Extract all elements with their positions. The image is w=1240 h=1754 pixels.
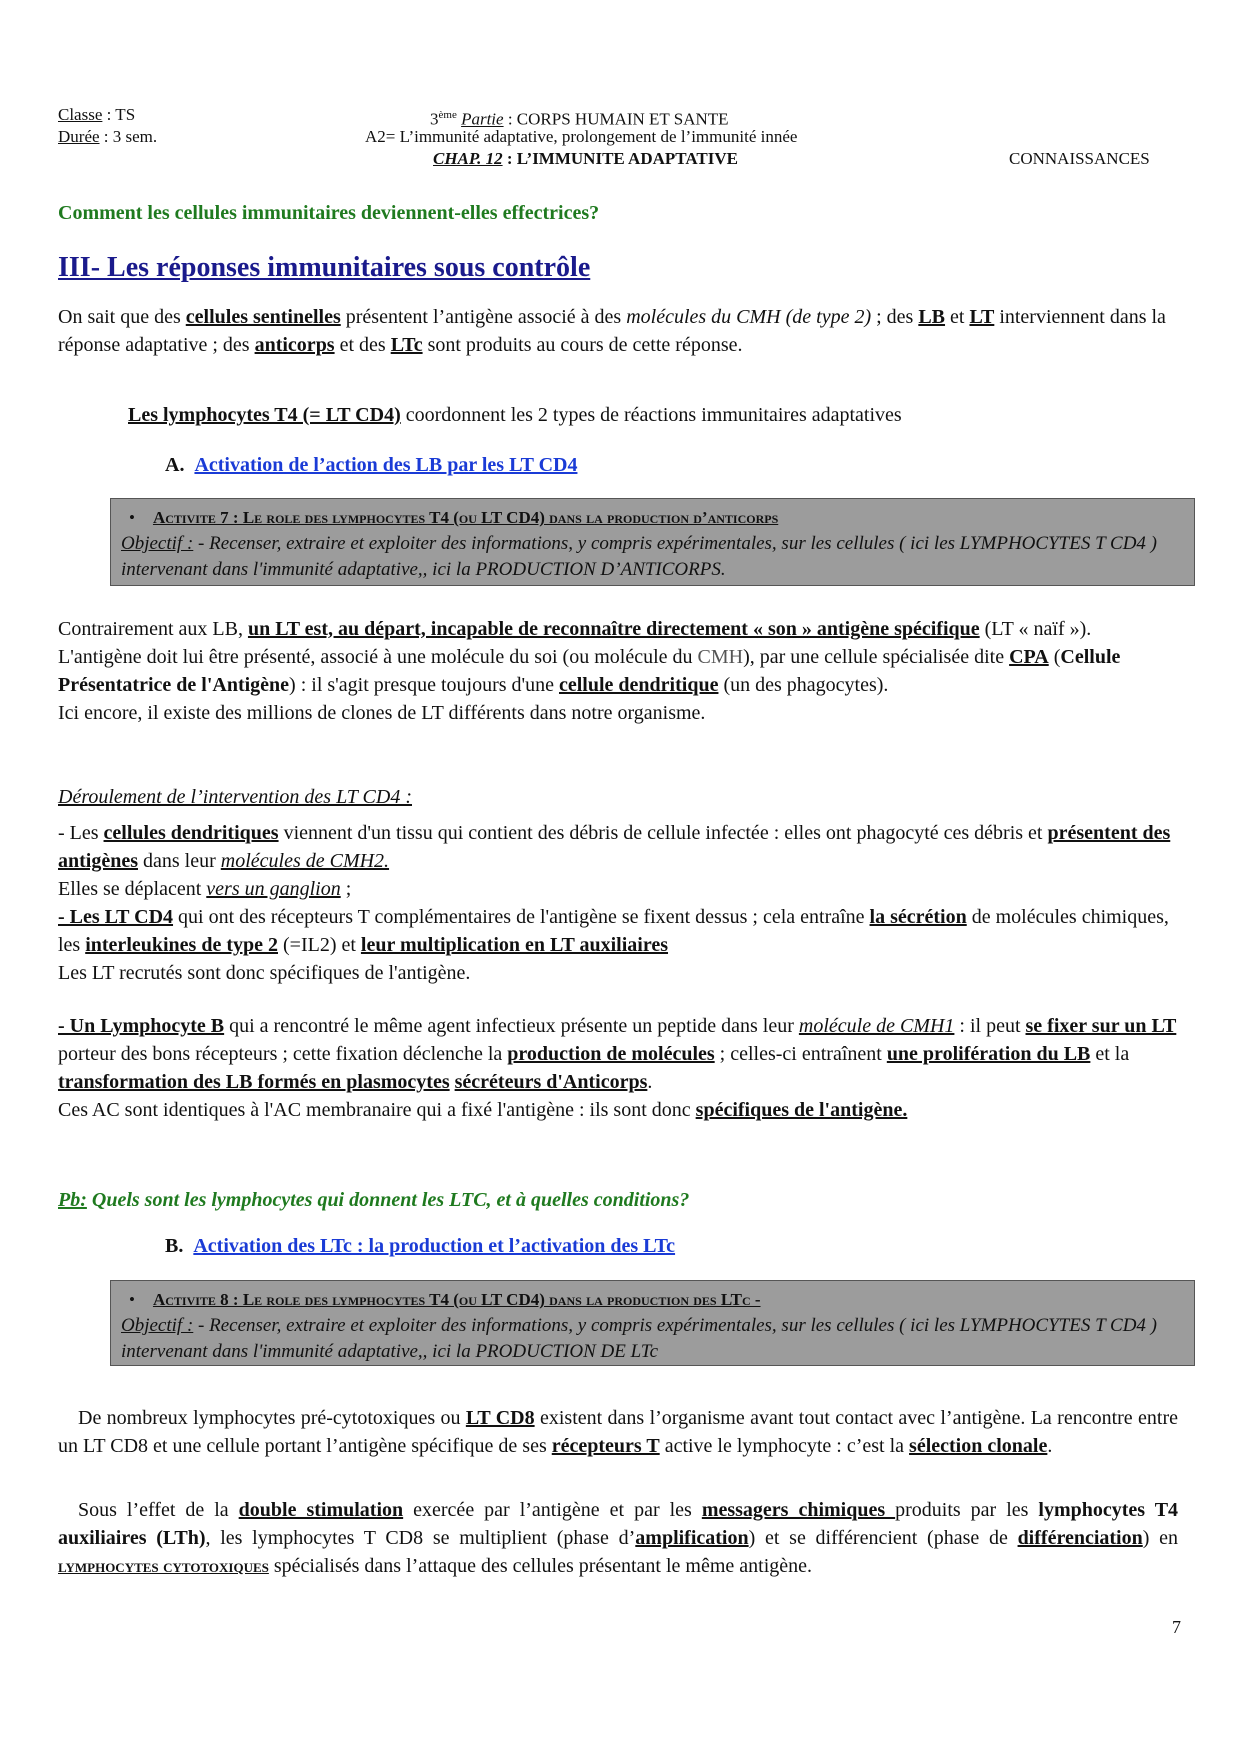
page-number: 7 [1172,1617,1181,1637]
header-subtitle: A2= L’immunité adaptative, prolongement de l’immunité innée [365,127,798,146]
header-part: 3ème Partie : CORPS HUMAIN ET SANTE [430,109,729,129]
section-title: III- Les réponses immunitaires sous contrôle [58,252,591,283]
classe-label: Classe [58,105,103,124]
activity-8-objective: Objectif : - Recenser, extraire et exploiter des informations, y compris expérimentales, sur les cellules ( ici les LYMPHOCYTES T CD4 ) intervenant dans l'immunité adaptative,, ici la PRODUCTION DE LTc [121,1315,1158,1362]
ltc-paragraph-2: Sous l’effet de la double stimulation exercée par l’antigène et par les messagers chimiques produits par les lymphocytes T4 auxiliaires (LTh), les lymphocytes T CD8 se multiplient (phase d’amplification) et se différencient (phase de différenciation) en lymphocytes cytotoxiques spécialisés dans l’attaque des cellules présentant le même antigène. [58,1499,1179,1577]
lt-presentation-paragraph: Contrairement aux LB, un LT est, au départ, incapable de reconnaître directement « son » antigène spécifique (LT « naïf »). L'antigène doit lui être présenté, associé à une molécule du soi (ou molécule du CMH), par une cellule spécialisée dite CPA (Cellule Présentatrice de l'Antigène) : il s'agit presque toujours d'une cellule dendritique (un des phagocytes). Ici encore, il existe des millions de clones de LT différents dans notre organisme. [58,618,1121,724]
activity-8-box [110,1280,1195,1366]
problem-question: Pb: Quels sont les lymphocytes qui donnent les LTC, et à quelles conditions? [58,1189,690,1211]
activity-7-objective: Objectif : - Recenser, extraire et exploiter des informations, y compris expérimentales, sur les cellules ( ici les LYMPHOCYTES T CD4 ) intervenant dans l'immunité adaptative,, ici la PRODUCTION D’ANTICORPS. [121,533,1158,580]
subheading-a: A. Activation de l’action des LB par les LT CD4 [165,454,578,476]
question-heading: Comment les cellules immunitaires deviennent-elles effectrices? [58,202,600,224]
header-duree: Durée : 3 sem. [58,127,158,146]
header-classe: Classe : TS [58,105,136,124]
header-chapter: CHAP. 12 : L’IMMUNITE ADAPTATIVE [433,149,738,168]
lymphocytes-t4-line: Les lymphocytes T4 (= LT CD4) coordonnent les 2 types de réactions immunitaires adaptatives [128,404,902,426]
activity-8-title: • Activite 8 : Le role des lymphocytes T4 (ou LT CD4) dans la production des LTc - [129,1290,761,1309]
deroulement-title: Déroulement de l’intervention des LT CD4 : [58,786,412,808]
activity-7-title: • Activite 7 : Le role des lymphocytes T4 (ou LT CD4) dans la production d’anticorps [129,508,779,527]
subheading-b: B. Activation des LTc : la production et l’activation des LTc [165,1235,676,1257]
duree-label: Durée [58,127,100,146]
ltc-paragraph-1: De nombreux lymphocytes pré-cytotoxiques ou LT CD8 existent dans l’organisme avant tout contact avec l’antigène. La rencontre entre un LT CD8 et une cellule portant l’antigène spécifique de ses récepteurs T active le lymphocyte : c’est la sélection clonale. [58,1407,1178,1457]
activity-7-box [110,498,1195,586]
intro-paragraph: On sait que des cellules sentinelles présentent l’antigène associé à des molécules du CMH (de type 2) ; des LB et LT interviennent dans la réponse adaptative ; des anticorps et des LTc sont produits au cours de cette réponse. [58,306,1166,356]
deroulement-paragraph: - Les cellules dendritiques viennent d'un tissu qui contient des débris de cellule infectée : elles ont phagocyté ces débris et présentent des antigènes dans leur molécules de CMH2. Elles se déplacent vers un ganglion ; - Les LT CD4 qui ont des récepteurs T complémentaires de l'antigène se fixent dessus ; cela entraîne la sécrétion de molécules chimiques, les interleukines de type 2 (=IL2) et leur multiplication en LT auxiliaires Les LT recrutés sont donc spécifiques de l'antigène. [58,822,1171,984]
header-category: CONNAISSANCES [1009,149,1150,168]
lymphocyte-b-paragraph: - Un Lymphocyte B qui a rencontré le même agent infectieux présente un peptide dans leur molécule de CMH1 : il peut se fixer sur un LT porteur des bons récepteurs ; cette fixation déclenche la production de molécules ; celles-ci entraînent une prolifération du LB et la transformation des LB formés en plasmocytes sécréteurs d'Anticorps. Ces AC sont identiques à l'AC membranaire qui a fixé l'antigène : ils sont donc spécifiques de l'antigène. [58,1015,1177,1121]
